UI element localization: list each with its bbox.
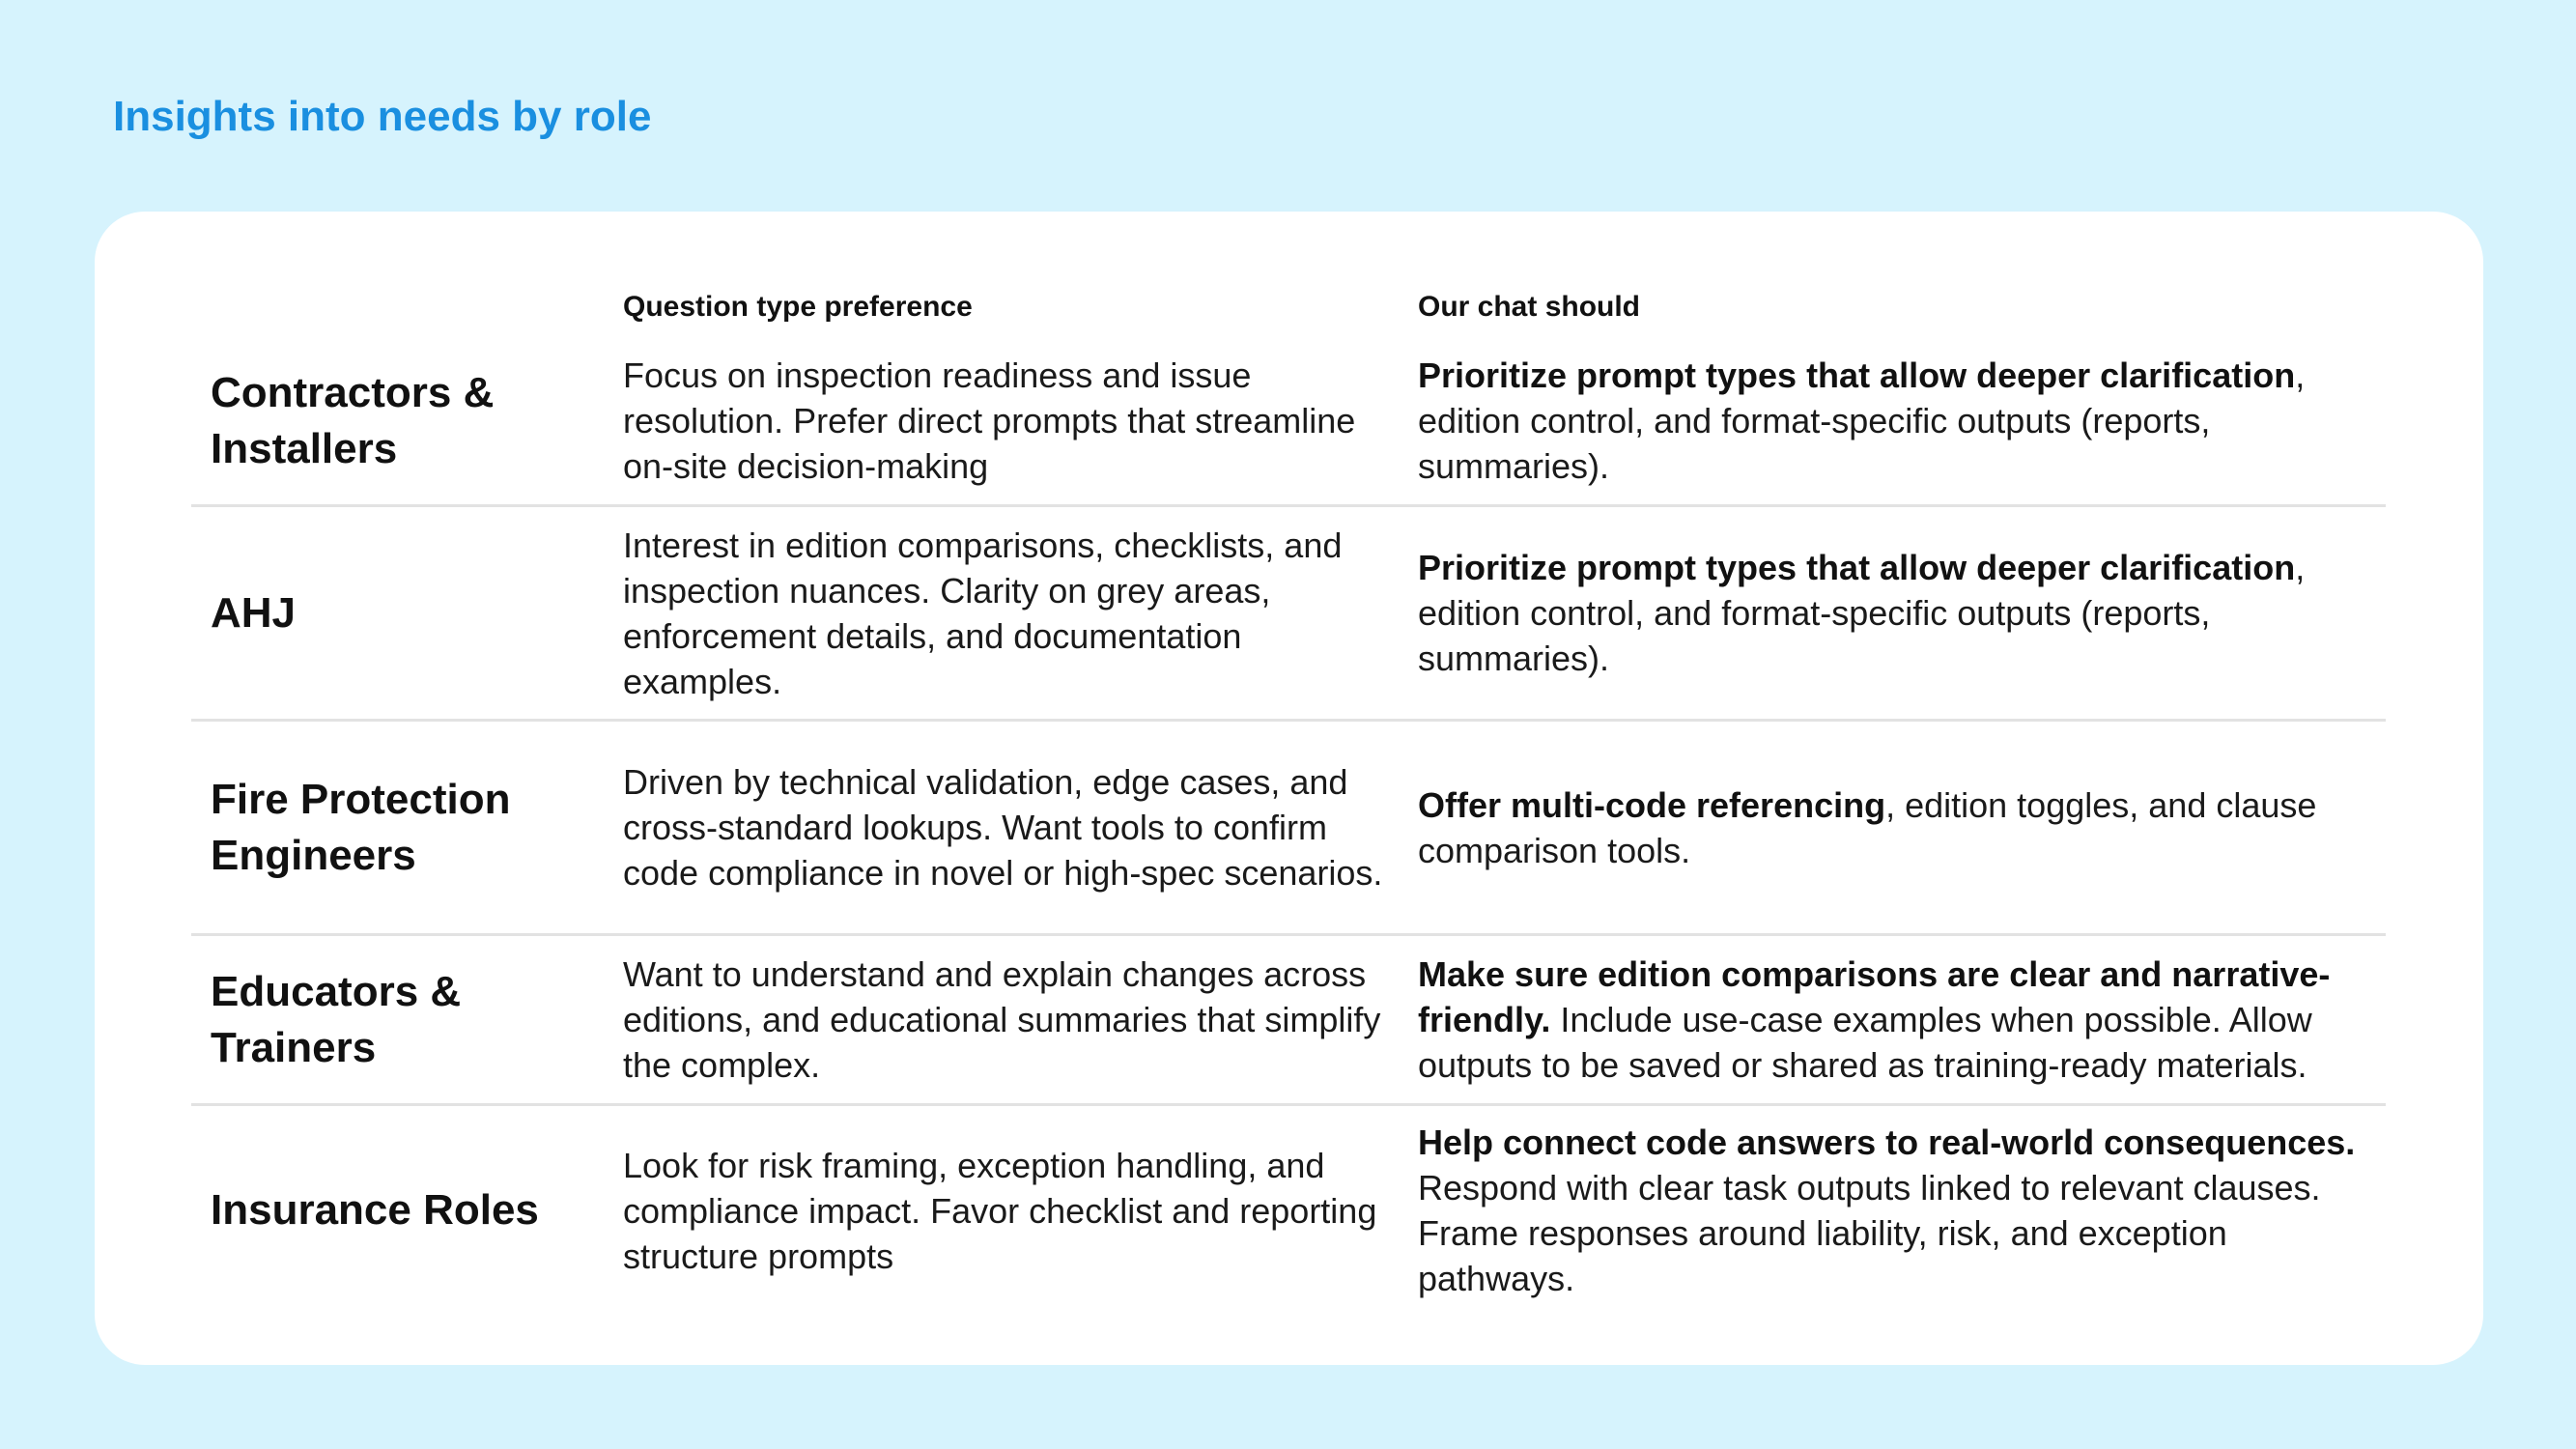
role-name: AHJ xyxy=(211,588,297,637)
chat-should-text xyxy=(1418,353,2386,489)
table-row xyxy=(191,936,2386,1106)
table-row xyxy=(191,507,2386,722)
preference-text: Focus on inspection readiness and issue resolution. Prefer direct prompts that streamline on-site decision-making xyxy=(623,355,1356,486)
chat-detail: , edition toggles, and clause comparison tools. xyxy=(1418,784,2317,870)
chat-emphasis: Prioritize prompt types that allow deeper clarification xyxy=(1418,355,2296,395)
role-needs-table xyxy=(191,270,2386,1315)
table-row xyxy=(191,722,2386,936)
preference-text: Driven by technical validation, edge cases, and cross-standard lookups. Want tools to confirm code compliance in novel or high-spec scenarios. xyxy=(623,762,1383,893)
chat-detail: , edition control, and format-specific outputs (reports, summaries). xyxy=(1418,548,2306,678)
table-row xyxy=(191,1106,2386,1315)
header-question-type-preference: Question type preference xyxy=(623,291,973,323)
chat-detail: Respond with clear task outputs linked to relevant clauses. Frame responses around liability, risk, and exception pathways. xyxy=(1418,1168,2321,1298)
chat-emphasis: Prioritize prompt types that allow deeper clarification xyxy=(1418,548,2296,587)
insights-card xyxy=(95,212,2483,1365)
preference-text: Look for risk framing, exception handling, and compliance impact. Favor checklist and reporting structure prompts xyxy=(623,1145,1377,1276)
header-our-chat-should: Our chat should xyxy=(1418,291,1641,323)
chat-should-text xyxy=(1418,545,2386,681)
chat-should-text xyxy=(1418,782,2386,873)
chat-detail: Include use-case examples when possible. Allow outputs to be saved or shared as training-ready materials. xyxy=(1418,1000,2312,1085)
chat-detail: , edition control, and format-specific outputs (reports, summaries). xyxy=(1418,355,2306,486)
role-name: Educators & Trainers xyxy=(211,967,462,1071)
table-row xyxy=(191,337,2386,507)
chat-emphasis: Offer multi-code referencing xyxy=(1418,784,1886,825)
chat-should-text xyxy=(1418,952,2386,1088)
preference-text: Interest in edition comparisons, checklists, and inspection nuances. Clarity on grey areas, enforcement details, and documentation examples. xyxy=(623,525,1343,701)
page-title: Insights into needs by role xyxy=(113,93,652,140)
table-header-row xyxy=(191,270,2386,337)
role-name: Insurance Roles xyxy=(211,1186,539,1234)
role-name: Fire Protection Engineers xyxy=(211,775,511,879)
chat-emphasis: Make sure edition comparisons are clear and narrative-friendly. xyxy=(1418,954,2331,1039)
role-name: Contractors & Installers xyxy=(211,368,495,472)
chat-should-text xyxy=(1418,1120,2386,1301)
chat-emphasis: Help connect code answers to real-world consequences. xyxy=(1418,1122,2356,1162)
preference-text: Want to understand and explain changes across editions, and educational summaries that simplify the complex. xyxy=(623,954,1381,1085)
